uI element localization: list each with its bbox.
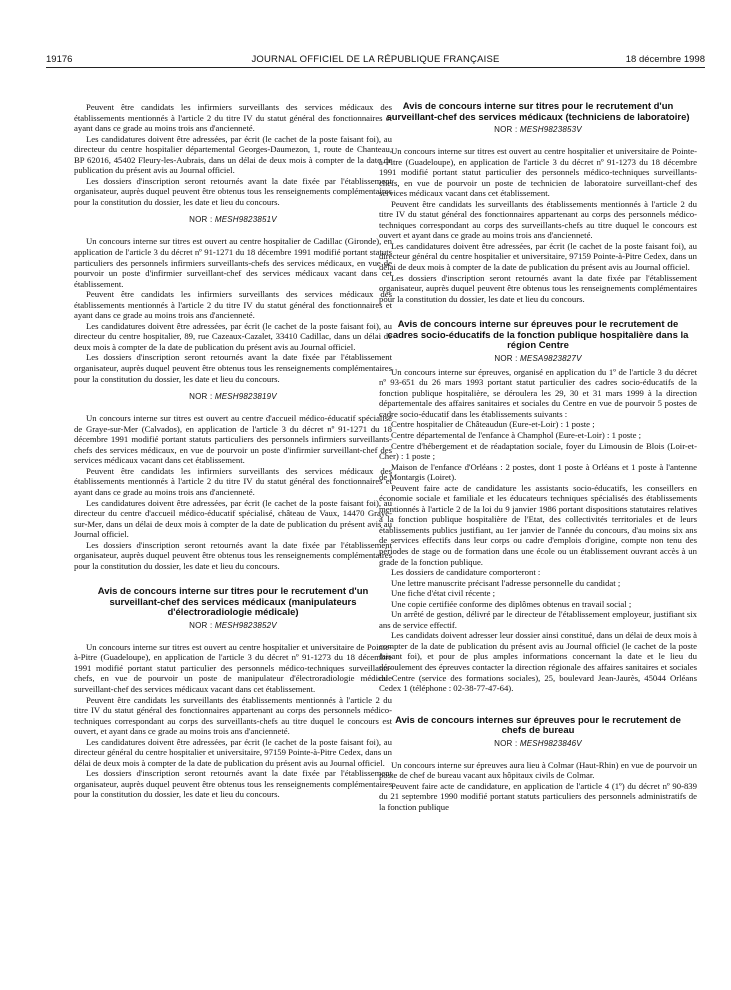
- nor-reference: [379, 354, 697, 363]
- nor-label: NOR :: [189, 392, 213, 402]
- paragraph: Un concours interne sur titres est ouvert au centre hospitalier et universitaire de Pointe-à-Pitre (Guadeloupe), en application de l'article 3 du décret nº 91-1273 du 18 décembre 1991 modifié portant statut particulier des personnels médico-techniques surveillants-chefs, en vue de pourvoir un poste de technicien de laboratoire surveillant-chef des services médicaux vacant dans cet établissement.: [379, 146, 697, 199]
- paragraph: Les candidatures doivent être adressées, par écrit (le cachet de la poste faisant foi), au directeur général du centre hospitalier et universitaire, 97159 Pointe-à-Pitre Cedex, dans un délai de deux mois à compter de la date de publication du présent avis au Journal officiel.: [74, 736, 392, 768]
- nor-reference: [74, 215, 392, 224]
- notice-cadillac: [74, 215, 392, 384]
- list-item: Une fiche d'état civil récente ;: [391, 588, 496, 599]
- paragraph: Les dossiers d'inscription seront retournés avant la date fixée par l'établissement organisateur, auprès duquel peuvent être obtenus tous les renseignements complémentaires pour la constitution du dossier, les date et lieu du concours.: [74, 352, 392, 384]
- paragraph: Peuvent faire acte de candidature, en application de l'article 4 (1º) du décret nº 90-839 du 21 septembre 1990 modifié portant statuts particuliers des personnels administratifs de la fonction publique: [379, 780, 697, 812]
- paragraph: Peuvent être candidats les surveillants des établissements mentionnés à l'article 2 du titre IV du statut général des fonctionnaires appartenant au corps des personnels médico-techniques correspondant au corps des surveillants-chefs au titre duquel le concours est ouvert et ayant dans ce grade au moins trois ans d'ancienneté.: [379, 198, 697, 241]
- nor-reference: [379, 739, 697, 748]
- nor-code: MESH9823851V: [214, 215, 277, 225]
- paragraph: Les candidatures doivent être adressées, par écrit (le cachet de la poste faisant foi), au directeur du centre hospitalier départemental Georges-Daumezon, 1, route de Chanteau, BP 62016, 45402 Fleury-les-Aubrais, dans un délai de deux mois à compter de la date de publication du présent avis au Journal officiel.: [74, 133, 392, 176]
- page-header: [46, 53, 705, 68]
- nor-label: NOR :: [494, 125, 518, 134]
- notice-title: Avis de concours interne sur épreuves pour le recrutement de cadres socio-éducatifs de la fonction publique hospitalière dans la région Centre: [387, 319, 689, 352]
- notice-title: Avis de concours interne sur titres pour le recrutement d'un surveillant-chef des services médicaux (manipulateurs d'électroradiologie médicale): [97, 586, 369, 619]
- paragraph: Les candidats doivent adresser leur dossier ainsi constitué, dans un délai de deux mois à compter de la date de publication du présent avis au Journal officiel (le cachet de la poste faisant foi), et pour de plus amples informations concernant la date et le lieu du déroulement des épreuves contacter la direction régionale des affaires sanitaires et sociales du Centre (service des formations sociales), 25, boulevard Jean-Jaurès, 45044 Orléans Cedex 1 (téléphone : 02-38-77-47-64).: [379, 630, 697, 694]
- nor-label: NOR :: [494, 353, 518, 363]
- paragraph: Peuvent être candidats les infirmiers surveillants des services médicaux des établissements mentionnés à l'article 2 du titre IV du statut général des fonctionnaires et ayant dans ce grade au moins trois ans d'ancienneté.: [74, 102, 392, 134]
- list-item: Une copie certifiée conforme des diplômes obtenus en travail social ;: [391, 598, 632, 609]
- issue-date: 18 décembre 1998: [625, 54, 705, 65]
- intro-section: [74, 102, 392, 207]
- notice-manipulateurs: [74, 587, 392, 800]
- right-column: [379, 102, 697, 990]
- notice-title: Avis de concours internes sur épreuves pour le recrutement de chefs de bureau: [395, 714, 681, 737]
- notice-cadres-socio-educatifs: [379, 320, 697, 693]
- paragraph: Peuvent être candidats les infirmiers surveillants des services médicaux des établissements mentionnés à l'article 2 du titre IV du statut général des fonctionnaires et ayant dans ce grade au moins trois ans d'ancienneté.: [74, 289, 392, 321]
- paragraph: Un concours interne sur titres est ouvert au centre hospitalier de Cadillac (Gironde), en application de l'article 3 du décret nº 91-1271 du 18 décembre 1991 modifié portant statuts particuliers des personnels infirmiers surveillants-chefs des services médicaux, en vue de pourvoir un poste d'infirmier surveillant-chef des services médicaux vacant dans cet établissement.: [74, 236, 392, 289]
- list-item: Une lettre manuscrite précisant l'adresse personnelle du candidat ;: [391, 577, 621, 588]
- paragraph: Les candidatures doivent être adressées, par écrit (le cachet de la poste faisant foi), au directeur général du centre hospitalier et universitaire, 97159 Pointe-à-Pitre Cedex, dans un délai de deux mois à compter de la date de publication du présent avis au Journal officiel.: [379, 240, 697, 273]
- columns: [46, 102, 705, 990]
- paragraph: Un concours interne sur épreuves, organisé en application du 1º de l'article 3 du décret nº 93-651 du 26 mars 1993 portant statut particulier des cadres socio-éducatifs de la fonction publique hospitalière, se déroulera les 29, 30 et 31 mars 1999 à la direction départementale des affaires sanitaires et sociales du Centre en vue de pourvoir 5 postes de cadre socio-éducatif dans les établissements suivants :: [379, 366, 697, 419]
- paragraph: Un concours interne sur épreuves aura lieu à Colmar (Haut-Rhin) en vue de pourvoir un poste de chef de bureau vacant aux hôpitaux civils de Colmar.: [379, 759, 697, 781]
- nor-code: MESH9823819V: [214, 392, 277, 402]
- list-item: Centre hospitalier de Châteaudun (Eure-et-Loir) : 1 poste ;: [391, 419, 595, 430]
- page-number: 19176: [46, 54, 73, 65]
- list-item: Centre d'hébergement et de réadaptation sociale, foyer du Limousin de Blois (Loir-et-Cher) : 1 poste ;: [379, 440, 697, 462]
- nor-label: NOR :: [189, 215, 213, 225]
- notice-title: Avis de concours interne sur titres pour le recrutement d'un surveillant-chef des services médicaux (techniciens de laboratoire): [386, 102, 690, 123]
- paragraph: Les dossiers d'inscription seront retournés avant la date fixée par l'établissement organisateur, auprès duquel peuvent être obtenus tous les renseignements complémentaires pour la constitution du dossier, les date et lieu du concours.: [74, 539, 392, 571]
- nor-label: NOR :: [189, 620, 213, 630]
- paragraph: Un concours interne sur titres est ouvert au centre hospitalier et universitaire de Pointe-à-Pitre (Guadeloupe), en application de l'article 3 du décret nº 91-1273 du 18 décembre 1991 modifié portant statut particulier des personnels médico-techniques surveillants-chefs, en vue de pourvoir un poste de manipulateur d'électroradiologie médicale surveillant-chef des services médicaux vacant dans cet établissement.: [74, 641, 392, 695]
- paragraph: Les dossiers d'inscription seront retournés avant la date fixée par l'établissement organisateur, auprès duquel peuvent être obtenus tous les renseignements complémentaires pour la constitution du dossier, les date et lieu du concours.: [74, 768, 392, 800]
- notice-graye-sur-mer: [74, 392, 392, 571]
- nor-code: MESA9823827V: [520, 353, 582, 363]
- nor-reference: [74, 621, 392, 630]
- paragraph: Les candidatures doivent être adressées, par écrit (le cachet de la poste faisant foi), au directeur du centre hospitalier, 89, rue Cazeaux-Cazalet, 33410 Cadillac, dans un délai de deux mois à compter de la date de publication du présent avis au Journal officiel.: [74, 320, 392, 352]
- paragraph: Peuvent être candidats les infirmiers surveillants des services médicaux des établissements mentionnés à l'article 2 du titre IV du statut général des fonctionnaires et ayant dans ce grade au moins trois ans d'ancienneté.: [74, 465, 392, 497]
- left-column: [74, 102, 392, 990]
- paragraph: Un concours interne sur titres est ouvert au centre d'accueil médico-éducatif spécialisé de Graye-sur-Mer (Calvados), en application de l'article 3 du décret nº 91-1271 du 18 décembre 1991 modifié portant statuts particuliers des personnels infirmiers surveillants-chefs des services médicaux, en vue de pourvoir un poste d'infirmier surveillant-chef des services médicaux vacant dans cet établissement.: [74, 413, 392, 466]
- paragraph: Peuvent être candidats les surveillants des établissements mentionnés à l'article 2 du titre IV du statut général des fonctionnaires appartenant au corps des personnels médico-techniques correspondant au corps des surveillants-chefs au titre duquel le concours est ouvert, et ayant dans ce grade au moins trois ans d'ancienneté.: [74, 694, 392, 737]
- nor-label: NOR :: [494, 738, 518, 748]
- nor-reference: [379, 125, 697, 134]
- nor-reference: [74, 392, 392, 401]
- paragraph: Peuvent faire acte de candidature les assistants socio-éducatifs, les conseillers en économie sociale et familiale et les éducateurs techniques spécialisés des établissements mentionnés à l'article 2 de la loi du 9 janvier 1986 portant dispositions statutaires relatives à la fonction publique hospitalière de l'Etat, des collectivités territoriales et de leurs établissements publics justifiant, au 1er janvier de l'année du concours, d'au moins six ans de services effectifs dans leur corps ou cadre d'emplois d'origine, compte non tenu des périodes de stage ou de formation dans une école ou un établissement ouvrant accès à un grade de la fonction publique.: [379, 482, 697, 567]
- list-item: Maison de l'enfance d'Orléans : 2 postes, dont 1 poste à Orléans et 1 poste à l'antenne de Montargis (Loiret).: [379, 461, 697, 483]
- paragraph: Les dossiers d'inscription seront retournés avant la date fixée par l'établissement organisateur, auprès duquel peuvent être obtenus tous les renseignements complémentaires pour la constitution du dossier, les date et lieu du concours.: [74, 175, 392, 207]
- notice-techniciens: [379, 102, 697, 304]
- list-item: Centre départemental de l'enfance à Champhol (Eure-et-Loir) : 1 poste ;: [391, 429, 642, 440]
- journal-title: JOURNAL OFFICIEL DE LA RÉPUBLIQUE FRANÇAISE: [251, 54, 500, 65]
- list-item: Un arrêté de gestion, délivré par le directeur de l'établissement employeur, justifiant six ans de service effectif.: [379, 609, 697, 630]
- notice-chefs-de-bureau: [379, 716, 697, 813]
- paragraph: Les candidatures doivent être adressées, par écrit (le cachet de la poste faisant foi), au directeur du centre d'accueil médico-éducatif spécialisé, château de Vaux, 14470 Graye-sur-Mer, dans un délai de deux mois à compter de la date de publication du présent avis au Journal officiel.: [74, 497, 392, 540]
- paragraph: Les dossiers de candidature comporteront :: [391, 567, 541, 578]
- nor-code: MESH9823846V: [519, 738, 582, 748]
- nor-code: MESH9823853V: [519, 125, 582, 134]
- nor-code: MESH9823852V: [214, 620, 277, 630]
- paragraph: Les dossiers d'inscription seront retournés avant la date fixée par l'établissement organisateur, auprès duquel peuvent être obtenus tous les renseignements complémentaires pour la constitution du dossier, les date et lieu du concours.: [379, 272, 697, 304]
